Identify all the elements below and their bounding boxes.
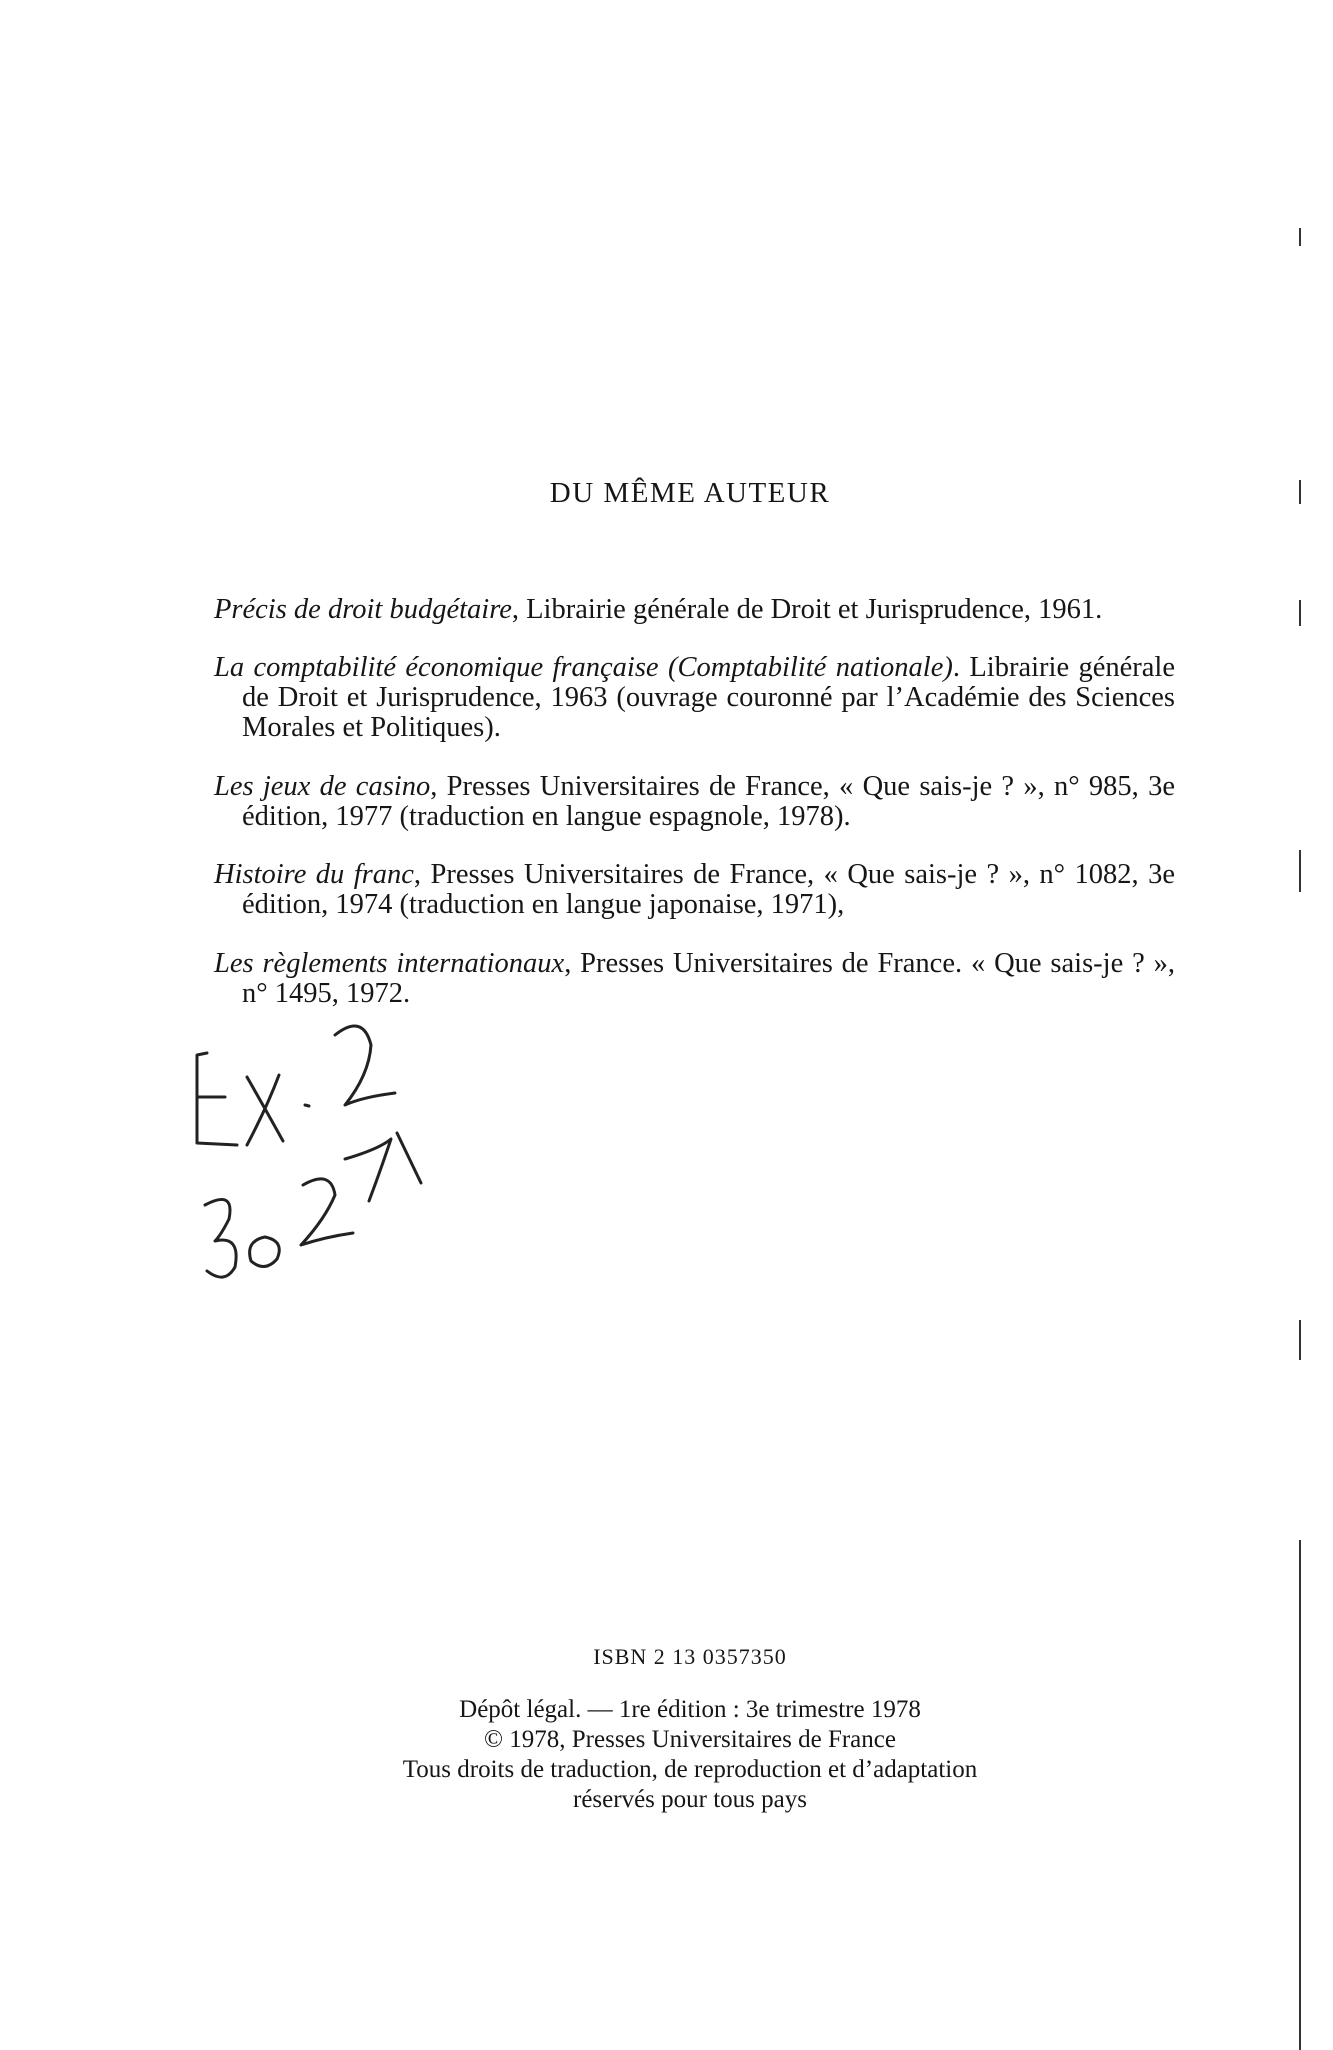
- scan-edge-mark: [1299, 228, 1301, 246]
- handwritten-0: [250, 1237, 280, 1267]
- isbn-line: ISBN 2 13 0357350: [593, 1644, 787, 1669]
- work-details: , Presses Universitaires de France. « Que sais-je ? », n° 1495, 1972.: [242, 947, 1175, 1009]
- bibliography-entry: [214, 653, 1175, 743]
- handwritten-dot: [305, 1105, 309, 1106]
- handwritten-2: [335, 1026, 395, 1105]
- work-title: La comptabilité économique française (Comptabilité nationale): [214, 652, 953, 683]
- handwritten-1: [397, 1133, 421, 1183]
- legal-notice: [0, 1695, 1333, 1815]
- scan-edge-mark: [1299, 850, 1301, 892]
- work-details: . Librairie générale de Droit et Jurisprudence, 1963 (ouvrage couronné par l’Académie des Sciences Morales et Politiques).: [242, 652, 1176, 743]
- handwritten-x: [247, 1075, 283, 1145]
- scan-edge-mark: [1299, 1320, 1301, 1360]
- handwritten-7: [345, 1139, 391, 1201]
- handwritten-note: [185, 1005, 435, 1305]
- work-details: , Presses Universitaires de France, « Que sais-je ? », n° 1082, 3e édition, 1974 (traduction en langue japonaise, 1971),: [242, 859, 1175, 920]
- bibliography-entry: [214, 860, 1175, 920]
- scan-edge-mark: [1299, 480, 1301, 504]
- bibliography-entry: [214, 772, 1175, 832]
- bibliography-entry: [214, 595, 1175, 625]
- rights-line-2: réservés pour tous pays: [573, 1786, 807, 1813]
- bibliography-list: [214, 566, 1175, 1012]
- work-title: Les jeux de casino: [214, 770, 431, 802]
- scan-edge-mark: [1299, 1540, 1301, 2050]
- handwritten-e: [197, 1053, 237, 1145]
- section-heading: DU MÊME AUTEUR: [549, 477, 831, 509]
- copyright-line: © 1978, Presses Universitaires de France: [484, 1726, 896, 1753]
- work-details: , Librairie générale de Droit et Jurisprudence, 1961.: [511, 593, 1103, 625]
- work-title: Précis de droit budgétaire: [214, 593, 512, 625]
- rights-line: Tous droits de traduction, de reproduction et d’adaptation: [402, 1756, 978, 1783]
- bibliography-entry: [214, 949, 1175, 1009]
- scan-edge-mark: [1299, 600, 1301, 626]
- work-title: Histoire du franc: [214, 859, 414, 890]
- handwritten-2b: [301, 1179, 353, 1245]
- work-details: , Presses Universitaires de France, « Que sais-je ? », n° 985, 3e édition, 1977 (traduction en langue espagnole, 1978).: [242, 770, 1175, 832]
- handwritten-3: [205, 1199, 236, 1277]
- legal-deposit-line: Dépôt légal. — 1re édition : 3e trimestre 1978: [459, 1696, 921, 1723]
- work-title: Les règlements internationaux: [214, 947, 565, 979]
